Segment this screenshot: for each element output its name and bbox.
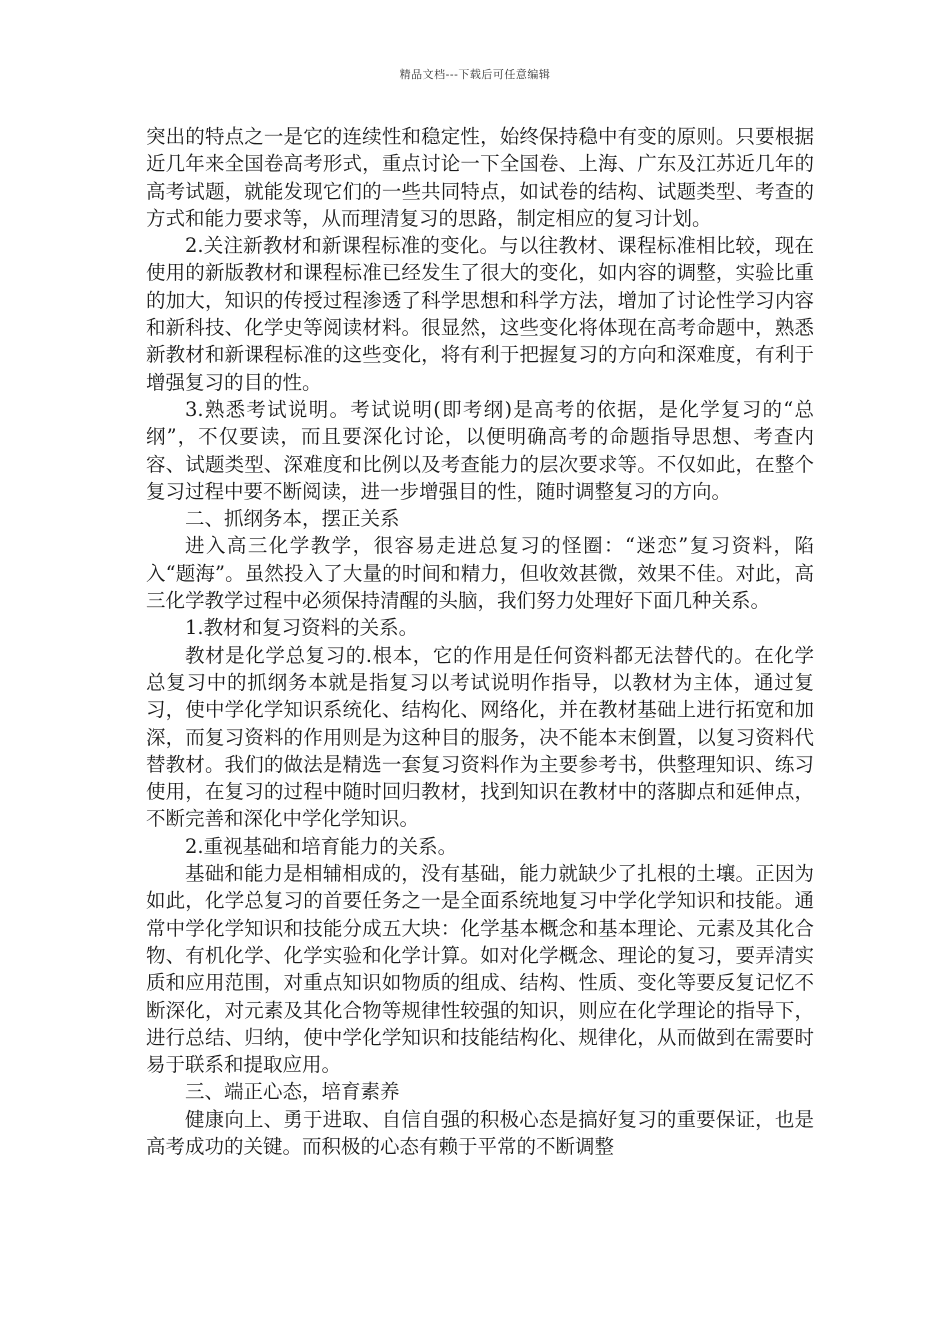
subheading-foundation-ability: 2.重视基础和培育能力的关系。 [185, 834, 458, 858]
paragraph-point-2-new-curriculum: 2.关注新教材和新课程标准的变化。与以往教材、课程标准相比较，现在使用的新版教材和课程标准已经发生了很大的变化，如内容的调整，实验比重的加大，知识的传授过程渗透了科学思想和科学方法，增加了讨论性学习内容和新科技、化学史等阅读材料。很显然，这些变化将体现在高考命题中，熟悉新教材和新课程标准的这些变化，将有利于把握复习的方向和深难度，有利于增强复习的目的性。 [146, 234, 814, 394]
document-body [146, 123, 814, 1160]
paragraph-point-3-exam-guide: 3.熟悉考试说明。考试说明(即考纲)是高考的依据，是化学复习的“总纲”，不仅要读，而且要深化讨论，以便明确高考的命题指导思想、考查内容、试题类型、深难度和比例以及考查能力的层次要求等。不仅如此，在整个复习过程中要不断阅读，进一步增强目的性，随时调整复习的方向。 [146, 397, 814, 503]
subheading-textbook-relation: 1.教材和复习资料的关系。 [185, 616, 419, 640]
paragraph-section-2-intro: 进入高三化学教学，很容易走进总复习的怪圈：“迷恋”复习资料，陷入“题海”。虽然投入了大量的时间和精力，但收效甚微，效果不佳。对此，高三化学教学过程中必须保持清醒的头脑，我们努力处理好下面几种关系。 [146, 534, 814, 613]
paragraph-intro-continuation: 突出的特点之一是它的连续性和稳定性，始终保持稳中有变的原则。只要根据近几年来全国卷高考形式，重点讨论一下全国卷、上海、广东及江苏近几年的高考试题，就能发现它们的一些共同特点，如试卷的结构、试题类型、考查的方式和能力要求等，从而理清复习的思路，制定相应的复习计划。 [146, 125, 814, 230]
page-header: 精品文档---下载后可任意编辑 [399, 68, 551, 81]
section-heading-3: 三、端正心态，培育素养 [185, 1080, 400, 1104]
paragraph-section-3-intro: 健康向上、勇于进取、自信自强的积极心态是搞好复习的重要保证，也是高考成功的关键。而积极的心态有赖于平常的不断调整 [146, 1107, 814, 1158]
paragraph-foundation-ability: 基础和能力是相辅相成的，没有基础，能力就缺少了扎根的土壤。正因为如此，化学总复习的首要任务之一是全面系统地复习中学化学知识和技能。通常中学化学知识和技能分成五大块：化学基本概念和基本理论、元素及其化合物、有机化学、化学实验和化学计算。如对化学概念、理论的复习，要弄清实质和应用范围，对重点知识如物质的组成、结构、性质、变化等要反复记忆不断深化，对元素及其化合物等规律性较强的知识，则应在化学理论的指导下，进行总结、归纳，使中学化学知识和技能结构化、规律化，从而做到在需要时易于联系和提取应用。 [146, 862, 814, 1077]
section-heading-2: 二、抓纲务本，摆正关系 [185, 507, 400, 531]
paragraph-textbook-relation: 教材是化学总复习的.根本，它的作用是任何资料都无法替代的。在化学总复习中的抓纲务本就是指复习以考试说明作指导，以教材为主体，通过复习，使中学化学知识系统化、结构化、网络化，并在教材基础上进行拓宽和加深，而复习资料的作用则是为这种目的服务，决不能本末倒置，以复习资料代替教材。我们的做法是精选一套复习资料作为主要参考书，供整理知识、练习使用，在复习的过程中随时回归教材，找到知识在教材中的落脚点和延伸点，不断完善和深化中学化学知识。 [146, 643, 814, 831]
